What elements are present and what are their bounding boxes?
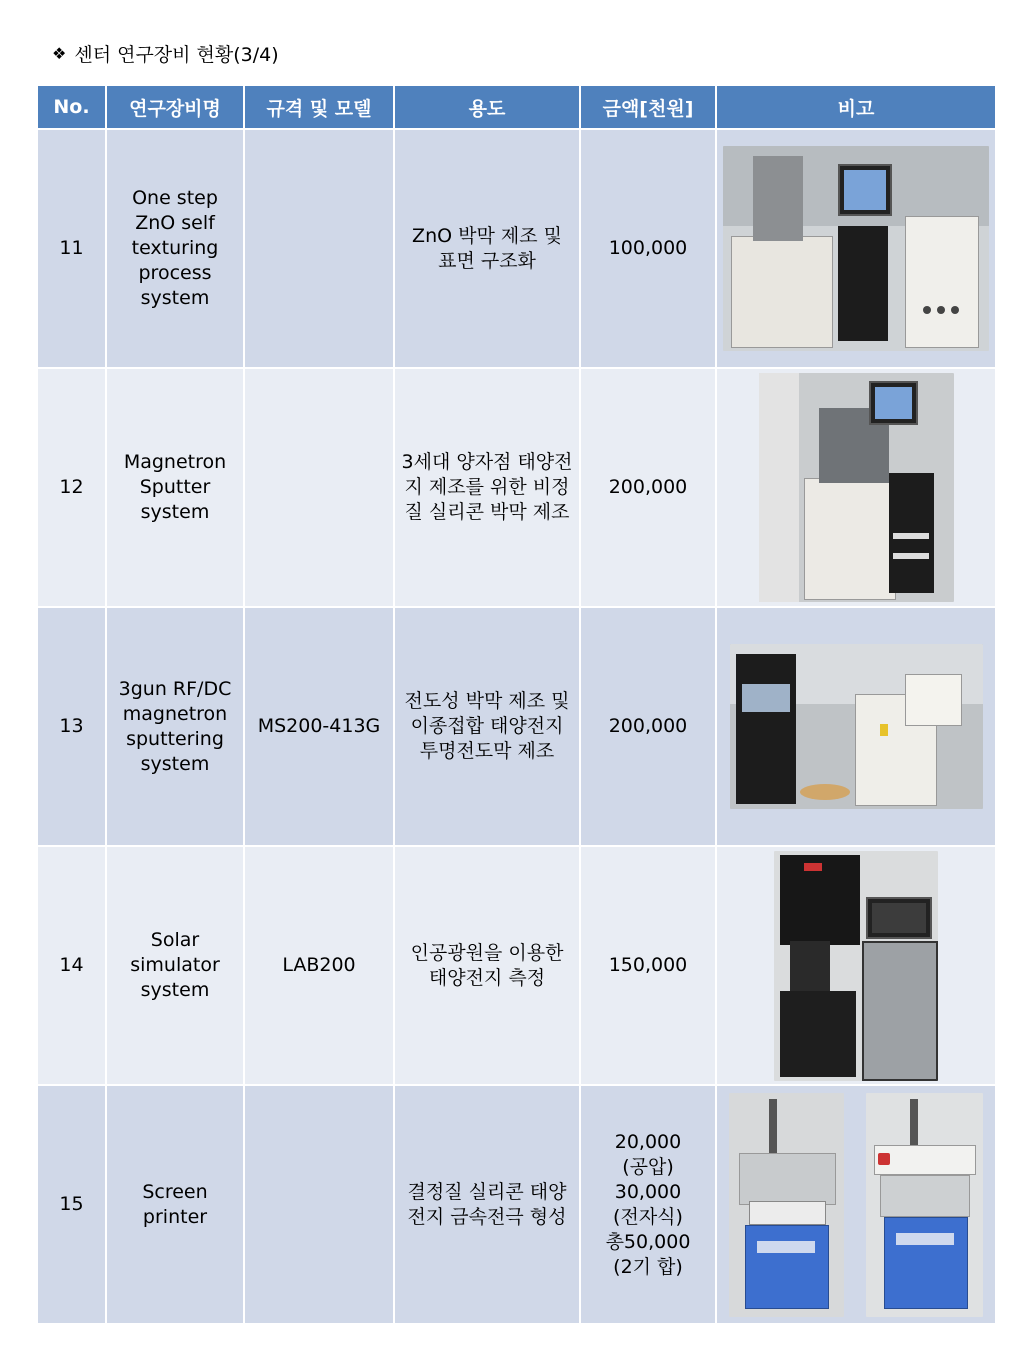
price-line: (전자식): [613, 1205, 683, 1228]
row-model: [244, 1085, 394, 1324]
row-name: Solar simulator system: [106, 846, 244, 1085]
row-price: 200,000: [580, 607, 716, 846]
row-no: 15: [37, 1085, 106, 1324]
table-header-row: [37, 85, 996, 129]
vacuum-deposition-system-photo: [723, 146, 989, 351]
row-price: 150,000: [580, 846, 716, 1085]
price-line: 20,000: [614, 1130, 682, 1153]
header-no: No.: [37, 85, 106, 129]
price-line: 30,000: [614, 1180, 682, 1203]
row-use: 결정질 실리콘 태양전지 금속전극 형성: [394, 1085, 580, 1324]
header-note: 비고: [716, 85, 996, 129]
page-title: [52, 40, 279, 67]
row-price: 100,000: [580, 129, 716, 368]
row-name: Magnetron Sputter system: [106, 368, 244, 607]
header-spec-model: 규격 및 모델: [244, 85, 394, 129]
price-line: (공압): [622, 1155, 674, 1178]
row-use: 인공광원을 이용한 태양전지 측정: [394, 846, 580, 1085]
header-equipment-name: 연구장비명: [106, 85, 244, 129]
screen-printer-photos: [723, 1093, 989, 1317]
row-no: 12: [37, 368, 106, 607]
row-use: ZnO 박막 제조 및 표면 구조화: [394, 129, 580, 368]
table-row: [37, 846, 996, 1085]
row-model: MS200-413G: [244, 607, 394, 846]
electronic-screen-printer-photo: [866, 1093, 983, 1317]
row-name: 3gun RF/DC magnetron sputtering system: [106, 607, 244, 846]
row-no: 13: [37, 607, 106, 846]
row-photo-cell: [716, 846, 996, 1085]
row-name: One step ZnO self texturing process system: [106, 129, 244, 368]
table-row: [37, 368, 996, 607]
row-photo-cell: [716, 607, 996, 846]
equipment-table: [36, 84, 997, 1325]
pneumatic-screen-printer-photo: [729, 1093, 844, 1317]
price-line: (2기 합): [613, 1255, 683, 1278]
row-photo-cell: [716, 368, 996, 607]
row-use: 3세대 양자점 태양전지 제조를 위한 비정질 실리콘 박막 제조: [394, 368, 580, 607]
row-photo-cell: [716, 129, 996, 368]
rf-dc-sputtering-photo: [730, 644, 983, 809]
row-photo-cell: [716, 1085, 996, 1324]
table-row: [37, 129, 996, 368]
diamond-bullet-icon: ❖: [52, 44, 67, 63]
header-price: 금액[천원]: [580, 85, 716, 129]
header-use: 용도: [394, 85, 580, 129]
row-price-multi: [580, 1085, 716, 1324]
row-no: 11: [37, 129, 106, 368]
row-price: 200,000: [580, 368, 716, 607]
row-model: [244, 129, 394, 368]
row-use: 전도성 박막 제조 및 이종접합 태양전지 투명전도막 제조: [394, 607, 580, 846]
table-row: [37, 1085, 996, 1324]
row-no: 14: [37, 846, 106, 1085]
solar-simulator-photo: [774, 851, 938, 1081]
row-model: LAB200: [244, 846, 394, 1085]
page-title-text: 센터 연구장비 현황(3/4): [74, 44, 279, 66]
row-name: Screen printer: [106, 1085, 244, 1324]
price-line: 총50,000: [605, 1230, 691, 1253]
row-model: [244, 368, 394, 607]
magnetron-sputter-photo: [759, 373, 954, 602]
table-row: [37, 607, 996, 846]
